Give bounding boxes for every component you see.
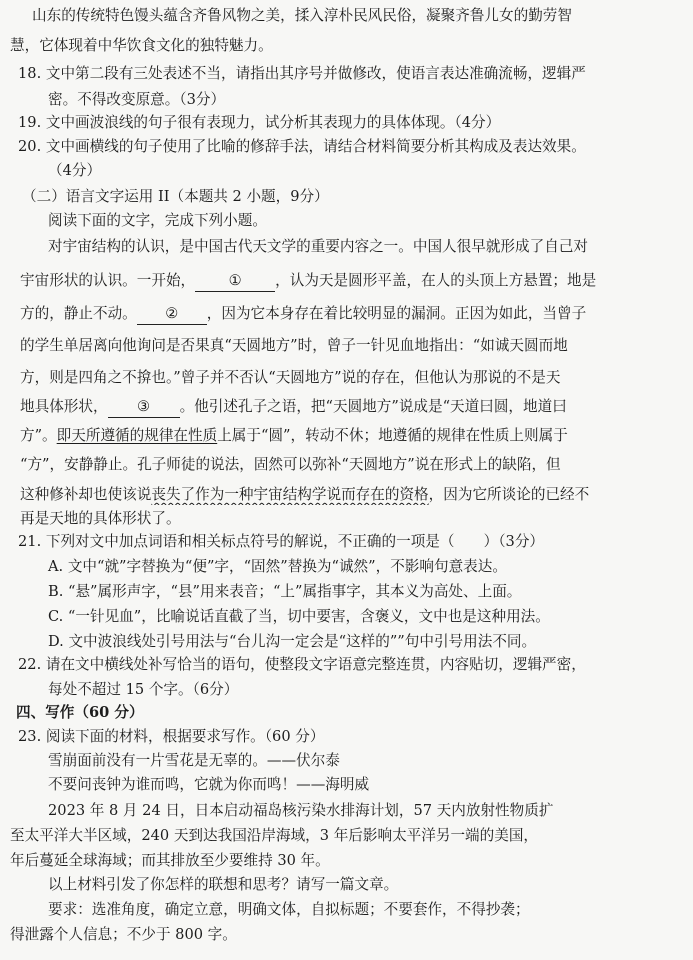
passage2-line9 [0, 485, 693, 505]
q23-material-line4: 以上材料引发了你怎样的联想和思考？请写一篇文章。 [48, 876, 399, 893]
passage2-line7-text-b: 上属于“圆”，转动不休；地遵循的规律在性质上则属于 [217, 427, 568, 444]
passage1-line2: 慧，它体现着中华饮食文化的独特魅力。 [10, 37, 273, 54]
q23-requirements-line2: 得泄露个人信息；不少于 800 字。 [10, 926, 237, 943]
q22-line1: 22. 请在文中横线处补写恰当的语句，使整段文字语意完整连贯，内容贴切，逻辑严密， [18, 656, 586, 673]
q23-material-line1: 2023 年 8 月 24 日，日本启动福岛核污染水排海计划，57 天内放射性物质扩 [48, 802, 554, 819]
blank-2: ② [137, 304, 207, 325]
q20-line1: 20. 文中画横线的句子使用了比喻的修辞手法，请结合材料简要分析其构成及表达效果。 [18, 138, 586, 155]
section2-instruction: 阅读下面的文字，完成下列小题。 [48, 212, 267, 229]
passage2-line7-text-a: 方”。 [20, 427, 57, 444]
passage2-line7 [0, 426, 693, 446]
passage2-line3-text-a: 方的，静止不动。 [20, 305, 137, 322]
passage2-line4: 的学生单居离向他询问是否果真“天圆地方”时，曾子一针见血地指出：“如诚天圆而地 [20, 337, 568, 354]
passage2-line7-underlined: 即天所遵循的规律在性质 [56, 427, 218, 444]
q18-line2: 密。不得改变原意。（3分） [48, 91, 226, 108]
q18-line1: 18. 文中第二段有三处表述不当，请指出其序号并做修改，使语言表达准确流畅，逻辑严 [18, 65, 586, 82]
q23-stem: 23. 阅读下面的材料，根据要求写作。（60 分） [18, 728, 325, 745]
passage2-line8: “方”，安静静止。孔子师徒的说法，固然可以弥补“天圆地方”说在形式上的缺陷，但 [20, 456, 561, 473]
passage2-line2-text-a: 宇宙形状的认识。一开始， [20, 272, 196, 289]
q23-quote-1: 雪崩面前没有一片雪花是无辜的。——伏尔泰 [48, 752, 340, 769]
q21-option-d: D. 文中波浪线处引号用法与“台儿沟一定会是“这样的””句中引号用法不同。 [48, 633, 537, 650]
q21-option-b: B. “悬”属形声字，“县”用来表音；“上”属指事字，其本义为高处、上面。 [48, 583, 522, 600]
q19: 19. 文中画波浪线的句子很有表现力，试分析其表现力的具体体现。（4分） [18, 114, 501, 131]
q23-material-line2: 至太平洋大半区域，240 天到达我国沿岸海域，3 年后影响太平洋另一端的美国， [10, 827, 539, 844]
q22-line2: 每处不超过 15 个字。（6分） [48, 681, 239, 698]
passage2-line2-text-b: ，认为天是圆形平盖，在人的头顶上方悬置；地是 [275, 272, 597, 289]
blank-1: ① [195, 271, 275, 292]
passage2-line6-text-a: 地具体形状， [20, 398, 108, 415]
passage2-line9-text-a: 这种修补却也使该说 [20, 486, 152, 503]
passage2-line3-text-b: ，因为它本身存在着比较明显的漏洞。正因为如此，当曾子 [206, 305, 587, 322]
blank-3: ③ [108, 397, 180, 418]
passage2-line6 [0, 397, 693, 418]
q23-quote-2: 不要问丧钟为谁而鸣，它就为你而鸣！——海明威 [48, 776, 370, 793]
q23-material-line3: 年后蔓延全球海域；而其排放至少要维持 30 年。 [10, 852, 330, 869]
q20-line2: （4分） [48, 162, 102, 179]
q21-stem: 21. 下列对文中加点词语和相关标点符号的解说，不正确的一项是（ ）（3分） [18, 533, 545, 550]
passage2-line9-text-b: ，因为它所谈论的已经不 [428, 486, 590, 503]
passage1-line1: 山东的传统特色馒头蕴含齐鲁风物之美，揉入淳朴民风民俗，凝聚齐鲁儿女的勤劳智 [32, 7, 572, 24]
q21-option-c: C. “一针见血”，比喻说话直截了当，切中要害，含褒义，文中也是这种用法。 [48, 608, 550, 625]
passage2-line10: 再是天地的具体形状了。 [20, 510, 181, 527]
q21-option-a: A. 文中“就”字替换为“便”字，“固然”替换为“诚然”，不影响句意表达。 [48, 558, 507, 575]
passage2-line3 [0, 304, 693, 325]
passage2-line6-text-b: 。他引述孔子之语，把“天圆地方”说成是“天道曰圆，地道曰 [179, 398, 567, 415]
q23-requirements-line1: 要求：选准角度，确定立意，明确文体，自拟标题；不要套作，不得抄袭； [48, 901, 530, 918]
section4-header: 四、写作（60 分） [16, 704, 144, 721]
passage2-line2 [0, 271, 693, 292]
passage2-line1: 对宇宙结构的认识，是中国古代天文学的重要内容之一。中国人很早就形成了自己对 [48, 238, 588, 255]
passage2-line9-wavy: 丧失了作为一种宇宙结构学说而存在的资格 [151, 486, 429, 503]
section2-header: （二）语言文字运用 II（本题共 2 小题，9分） [22, 188, 329, 205]
passage2-line5: 方，则是四角之不揜也。”曾子并不否认“天圆地方”说的存在，但他认为那说的不是天 [20, 369, 561, 386]
